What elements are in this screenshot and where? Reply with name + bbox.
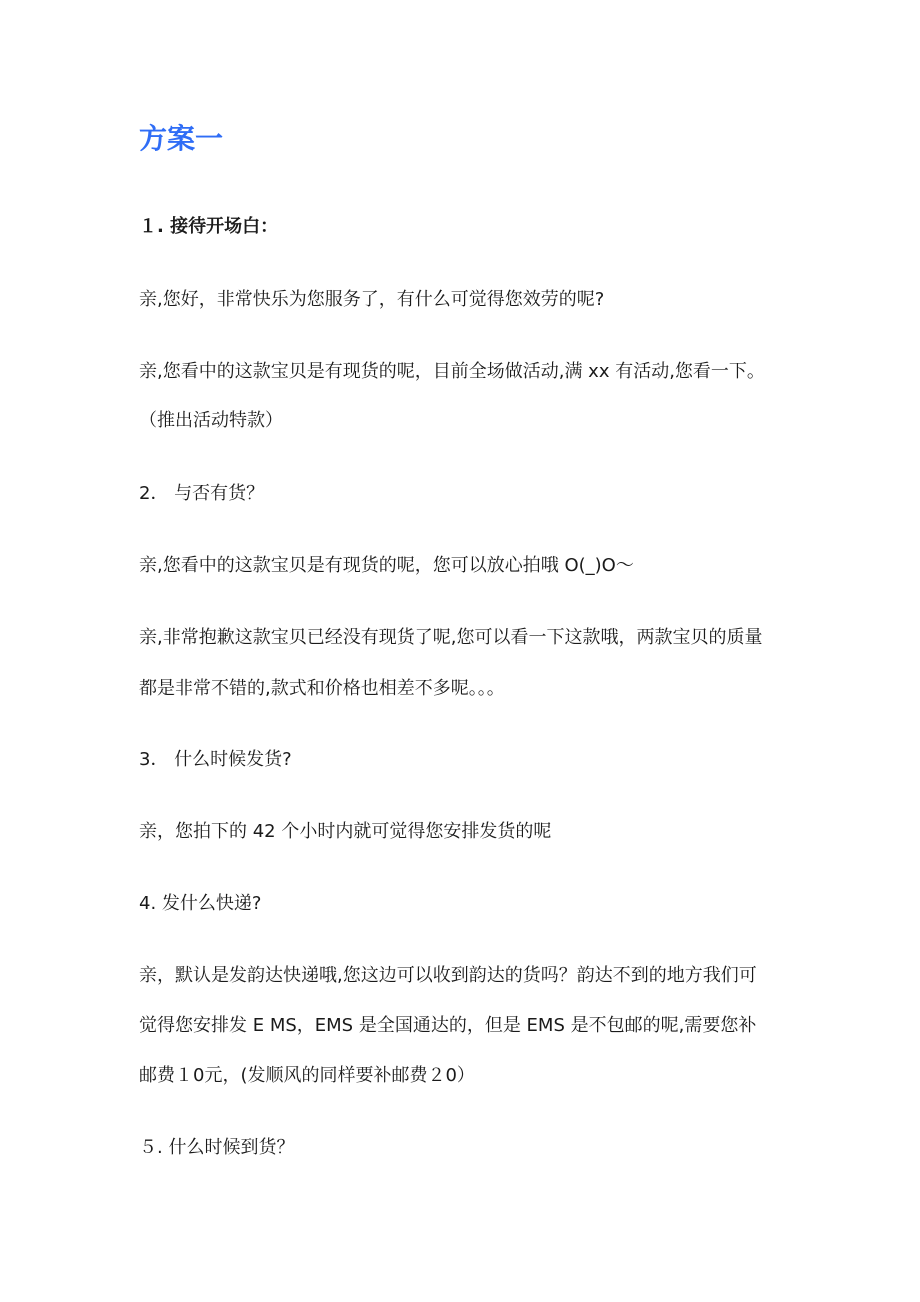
section-heading-stock: 2． 与否有货？ [139, 483, 265, 504]
paragraph-line: 亲,您好，非常快乐为您服务了，有什么可觉得您效劳的呢? [139, 289, 605, 310]
paragraph-line: 亲,您看中的这款宝贝是有现货的呢，目前全场做活动,满 xx 有活动,您看一下。 [139, 361, 765, 382]
paragraph-line: 亲，默认是发韵达快递哦,您这边可以收到韵达的货吗？韵达不到的地方我们可 [139, 965, 757, 986]
section-heading-reception: １. 接待开场白： [139, 216, 279, 237]
paragraph-line: 亲，您拍下的 42 个小时内就可觉得您安排发货的呢 [139, 821, 552, 842]
document-title: 方案一 [139, 122, 224, 155]
paragraph-line: 亲,非常抱歉这款宝贝已经没有现货了呢,您可以看一下这款哦，两款宝贝的质量 [139, 627, 763, 648]
paragraph-line: 觉得您安排发 E MS，EMS 是全国通达的，但是 EMS 是不包邮的呢,需要您补 [139, 1015, 757, 1036]
paragraph-line: （推出活动特款） [139, 410, 283, 431]
section-heading-courier: 4. 发什么快递? [139, 893, 262, 914]
paragraph-line: 亲,您看中的这款宝贝是有现货的呢，您可以放心拍哦 O(_)O～ [139, 555, 634, 576]
section-heading-arrival: ５. 什么时候到货？ [139, 1137, 295, 1158]
paragraph-line: 都是非常不错的,款式和价格也相差不多呢。。。 [139, 678, 505, 699]
paragraph-line: 邮费１0元，(发顺风的同样要补邮费２0） [139, 1065, 475, 1086]
section-heading-ship-time: 3． 什么时候发货? [139, 749, 292, 770]
